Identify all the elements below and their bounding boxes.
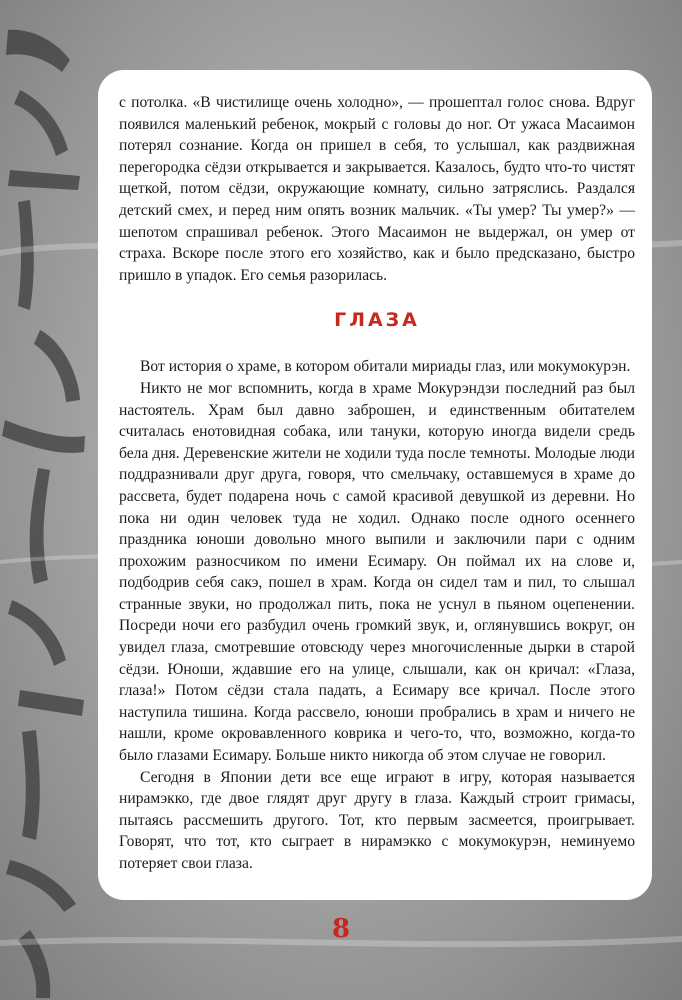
section-paragraph-3: Сегодня в Японии дети все еще играют в игру, которая называется нирамэкко, где двое глядят друг другу в глаза. Каждый строит гримасы, пытаясь рассмешить другого. Тот, кто первым засмеется, проигрывает. Говорят, что тот, кто сыграет в нирамэкко с мокумокурэн, неминуемо потеряет свои глаза. [119,768,635,872]
section-paragraph-2: Никто не мог вспомнить, когда в храме Мокурэндзи последний раз был настоятель. Храм был давно заброшен, и единственным обитателем считалась енотовидная собака, или тануки, которую иногда видели средь бела дня. Деревенские жители не ходили туда после темноты. Молодые люди поддразнивали друг друга, говоря, что смельчаку, оставшемуся в храме до рассвета, будет подарена ночь с самой красивой девушкой из деревни. Но пока ни один человек туда не ходил. Однако после одного осеннего праздника юноши довольно много выпили и заключили пари с одним прохожим разносчиком по имени Есимару. Он поймал их на слове и, подбодрив себя сакэ, пошел в храм. Когда он сидел там и пил, то слышал странные звуки, но продолжал пить, пока не уснул в пьяном оцепенении. Посреди ночи его разбудил очень громкий звук, и, оглянувшись вокруг, он увидел глаза, смотревшие отовсюду через многочисленные дырки в старой сёдзи. Юноши, ждавшие его на улице, слышали, как он кричал: «Глаза, глаза!» Потом сёдзи стала падать, а Есимару все кричал. После этого наступила тишина. Когда рассвело, юноши пробрались в храм и ничего не нашли, кроме окровавленного коврика и чего-то, что, возможно, когда-то было глазами Есимару. Больше никто никогда об этом случае не говорил. [119,379,635,765]
story-ending-paragraph: с потолка. «В чистилище очень холодно», — прошептал голос снова. Вдруг появился маленький ребенок, мокрый с головы до ног. От ужаса Масаимон потерял сознание. Когда он пришел в себя, то услышал, как раздвижная перегородка сёдзи открывается и закрывается. Казалось, будто что-то чистят щеткой, потом сёдзи, окружающие комнату, сильно затряслись. Раздался детский смех, и перед ним опять возник мальчик. «Ты умер? Ты умер?» — шепотом спрашивал ребенок. Этого Масаимон не выдержал, он умер от страха. Вскоре после этого его хозяйство, как и было предсказано, быстро пришло в упадок. Его семья разорилась. [119,94,635,284]
text-page [98,70,652,900]
page-number: 8 [331,914,351,944]
section-heading: ГЛАЗА [334,309,420,332]
section-paragraph-1: Вот история о храме, в котором обитали мириады глаз, или мокумокурэн. [140,358,631,376]
